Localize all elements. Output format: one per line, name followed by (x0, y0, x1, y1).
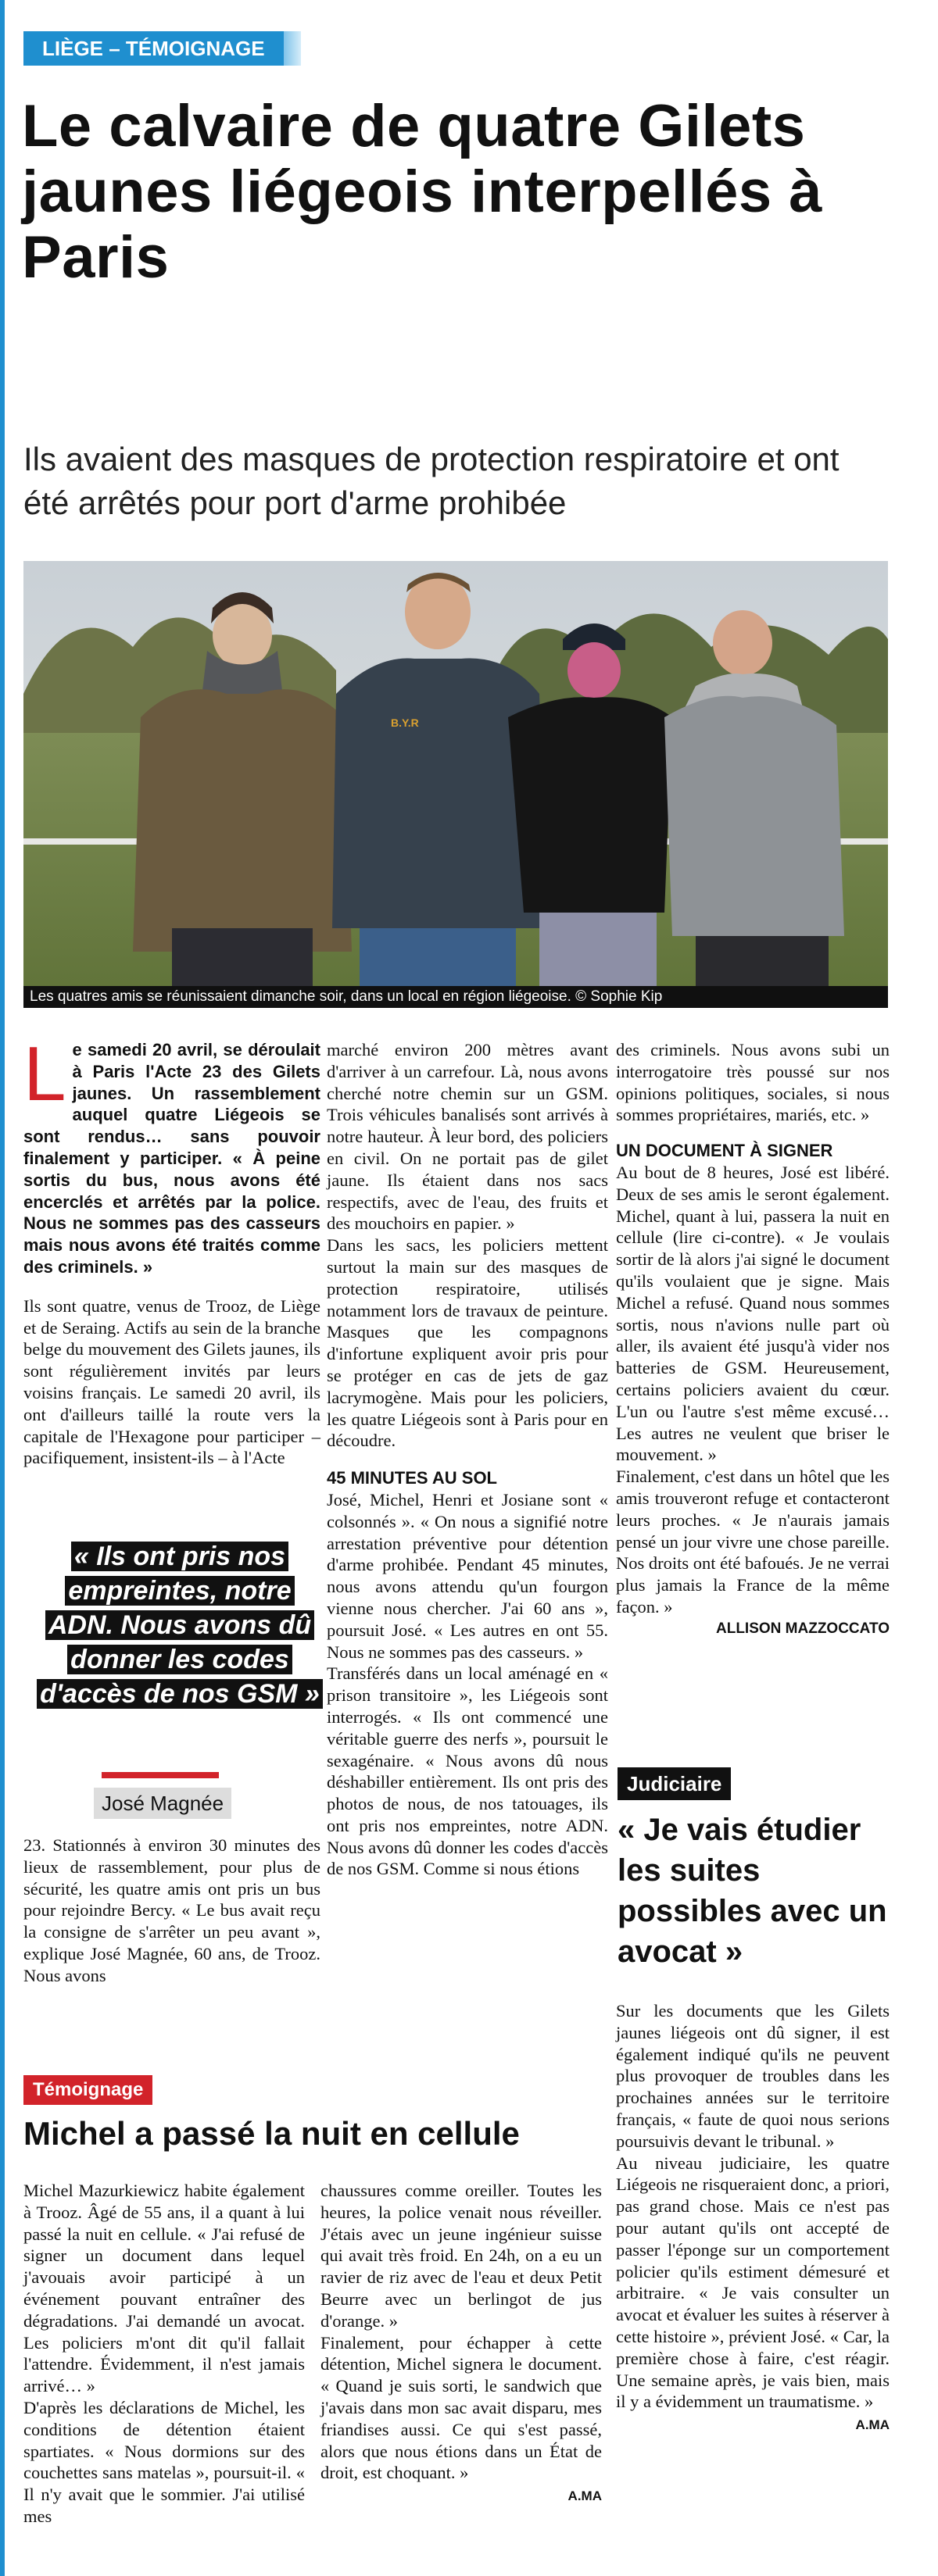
quote-divider (102, 1772, 219, 1778)
body-paragraph: Au bout de 8 heures, José est libéré. Deux de ses amis le seront également. Michel, quant à lui, passera la nuit en cellule (lire ci-contre). « Je voulais sortir de là alors j'ai signé le document qu'ils voulaient que je signe. Mais Michel a refusé. Quand nous sommes sortis, nous n'avions nulle part où aller, ils avaient été jusqu'à vider nos batteries de GSM. Heureusement, certains policiers avaient du cœur. L'un ou l'autre s'est même excusé… Les autres ne veulent que briser le mouvement. » (616, 1162, 890, 1465)
column-1-continued (23, 1835, 320, 1987)
judiciaire-tag: Judiciaire (618, 1767, 731, 1800)
body-paragraph: Ils sont quatre, venus de Trooz, de Liège et de Seraing. Actifs au sein de la branche belge du mouvement des Gilets jaunes, ils sont régulièrement invités par leurs voisins français. Le samedi 20 avril, ils ont d'ailleurs taillé la route vers la capitale de l'Hexagone pour participer – pacifiquement, insistent-ils – à l'Acte (23, 1295, 320, 1468)
body-paragraph: Finalement, pour échapper à cette détention, Michel signera le document. « Quand je suis sorti, le sandwich que j'avais dans mon sac avait disparu, mes friandises aussi. Ce qui s'est passé, alors que nous étions dans un État de droit, est choquant. » (320, 2332, 602, 2483)
temoignage-signature: A.MA (567, 2488, 602, 2504)
deck-subtitle: Ils avaient des masques de protection respiratoire et ont été arrêtés pour port d'arme prohibée (23, 441, 840, 521)
column-1 (23, 1031, 320, 1469)
judiciaire-headline: « Je vais étudier les suites possibles avec un avocat » (618, 1813, 887, 1969)
quote-attribution: José Magnée (94, 1788, 231, 1819)
body-paragraph: des criminels. Nous avons subi un interrogatoire très poussé sur nos opinions politiques, sociales, si nous sommes propriétaires, mariés, etc. » (616, 1040, 890, 1125)
body-paragraph: Michel Mazurkiewicz habite également à Trooz. Âgé de 55 ans, il a quant à lui passé la nuit en cellule. « J'ai refusé de signer un document dans lequel j'avouais avoir participé à un événement pouvant entraîner des dégradations. J'ai demandé un avocat. Les policiers m'ont dit qu'il fallait l'attendre. Évidemment, il n'est jamais arrivé… » (23, 2181, 305, 2396)
caption-text: Les quatres amis se réunissaient dimanche soir, dans un local en région liégeoise. (30, 988, 571, 1005)
caption-credit: © Sophie Kip (575, 988, 663, 1005)
judiciaire-signature: A.MA (855, 2417, 890, 2433)
body-paragraph: Finalement, c'est dans un hôtel que les amis trouveront refuge et contacteront leurs proches. « Je n'aurais jamais pensé un jour vivre une chose pareille. Nos droits ont été bafoués. Je ne verrai plus jamais la France de la même façon. » (616, 1467, 890, 1617)
lead-paragraph: e samedi 20 avril, se déroulait à Paris l'Acte 23 des Gilets jaunes. Un rassemblement auquel quatre Liégeois se sont rendus… sans pouvoir finalement y participer. « À peine sortis du bus, nous avons été encerclés et arrêtés par la police. Nous ne sommes pas des casseurs mais nous avons été traités comme des criminels. » (23, 1040, 320, 1277)
judiciaire-body (616, 2000, 890, 2436)
body-paragraph: 23. Stationnés à environ 30 minutes des lieux de rassemblement, pour plus de sécurité, les quatre amis ont pris un bus pour rejoindre Bercy. « Le bus avait reçu la consigne de s'arrêter un peu avant », explique José Magnée, 60 ans, de Trooz. Nous avons (23, 1835, 320, 1985)
body-paragraph: Transférés dans un local aménagé en « prison transitoire », les Liégeois sont interrogés. « Ils ont commencé une véritable guerre des nerfs », poursuit le sexagénaire. « Nous avons dû nous déshabiller entièrement. Ils ont pris des photos de nous, de nos tatouages, ils ont pris nos empreintes, notre ADN. Nous avons dû donner les codes d'accès de nos GSM. Comme si nous étions (327, 1663, 608, 1879)
body-paragraph: Dans les sacs, les policiers mettent surtout la main sur des masques de protection respiratoire, utilisés notamment lors de travaux de peinture. Masques que les compagnons d'infortune expliquent avoir pris pour se protéger en cas de jets de gaz lacrymogène. Mais pour les policiers, les quatre Liégeois sont à Paris pour en découdre. (327, 1235, 608, 1451)
temoignage-headline: Michel a passé la nuit en cellule (23, 2115, 520, 2152)
photo-caption (23, 986, 888, 1008)
article-photo (23, 561, 888, 1006)
body-paragraph: Au niveau judiciaire, les quatre Liégeois ne risqueraient donc, a priori, pas grand chose. Mais ce n'est pas pour autant qu'ils ont accepté de passer l'éponge sur un comportement policier qu'ils estiment démesuré et arbitraire. « Je vais consulter un avocat et évaluer les suites à réserver à cette histoire », prévient José. « Car, la première chose à faire, c'est réagir. Une semaine après, je vais bien, mais il y a évidemment un traumatisme. » (616, 2153, 890, 2412)
temoignage-column-2 (320, 2180, 602, 2507)
temoignage-column-1 (23, 2180, 305, 2528)
temoignage-tag: Témoignage (23, 2075, 152, 2105)
body-paragraph: chaussures comme oreiller. Toutes les heures, la police venait nous réveiller. J'étais avec un jeune ingénieur suisse qui avait très froid. En 24h, on a eu un ravier de riz avec de l'eau et deux Petit Beurre avec un berlingot de jus d'orange. » (320, 2181, 602, 2331)
photo-illustration (23, 561, 888, 1006)
subheading-document: UN DOCUMENT À SIGNER (616, 1141, 833, 1161)
body-paragraph: Sur les documents que les Gilets jaunes liégeois ont dû signer, il est également indiqué qu'ils ne peuvent plus provoquer de troubles dans les prochaines années sur le territoire français, « faute de quoi nous serions poursuivis devant le tribunal. » (616, 2001, 890, 2151)
subheading-45-minutes: 45 MINUTES AU SOL (327, 1468, 497, 1488)
jacket-text: B.Y.R (391, 716, 419, 729)
column-3 (616, 1039, 890, 1640)
body-paragraph: D'après les déclarations de Michel, les conditions de détention étaient spartiates. « Nous dormions sur des couchettes sans matelas », poursuit-il. « Il n'y avait que le sommier. J'ai utilisé mes (23, 2397, 305, 2526)
column-2 (327, 1039, 608, 1880)
author-byline: ALLISON MAZZOCCATO (716, 1620, 890, 1637)
pull-quote (31, 1539, 328, 1711)
section-kicker: LIÈGE – TÉMOIGNAGE (23, 31, 284, 66)
pull-quote-text: « Ils ont pris nos empreintes, notre ADN. Nous avons dû donner les codes d'accès de nos GSM » (37, 1542, 323, 1709)
body-paragraph: José, Michel, Henri et Josiane sont « colsonnés ». « On nous a signifié notre arrestation préventive pour détention d'arme prohibée. Pendant 45 minutes, nous avons attendu qu'un fourgon vienne nous chercher. J'ai 60 ans », poursuit José. « Les autres en ont 55. Nous ne sommes pas des casseurs. » (327, 1489, 608, 1662)
dropcap: L (23, 1031, 66, 1117)
page-edge-stripe (0, 0, 5, 2576)
headline: Le calvaire de quatre Gilets jaunes liégeois interpellés à Paris (22, 93, 823, 291)
body-paragraph: marché environ 200 mètres avant d'arriver à un carrefour. Là, nous avons cherché notre chemin sur un GSM. Trois véhicules banalisés sont arrivés à notre hauteur. À leur bord, des policiers en civil. On ne portait pas de gilet jaune. Ils étaient dans nos sacs respectifs, avec de l'eau, des fruits et des mouchoirs en papier. » (327, 1040, 608, 1234)
